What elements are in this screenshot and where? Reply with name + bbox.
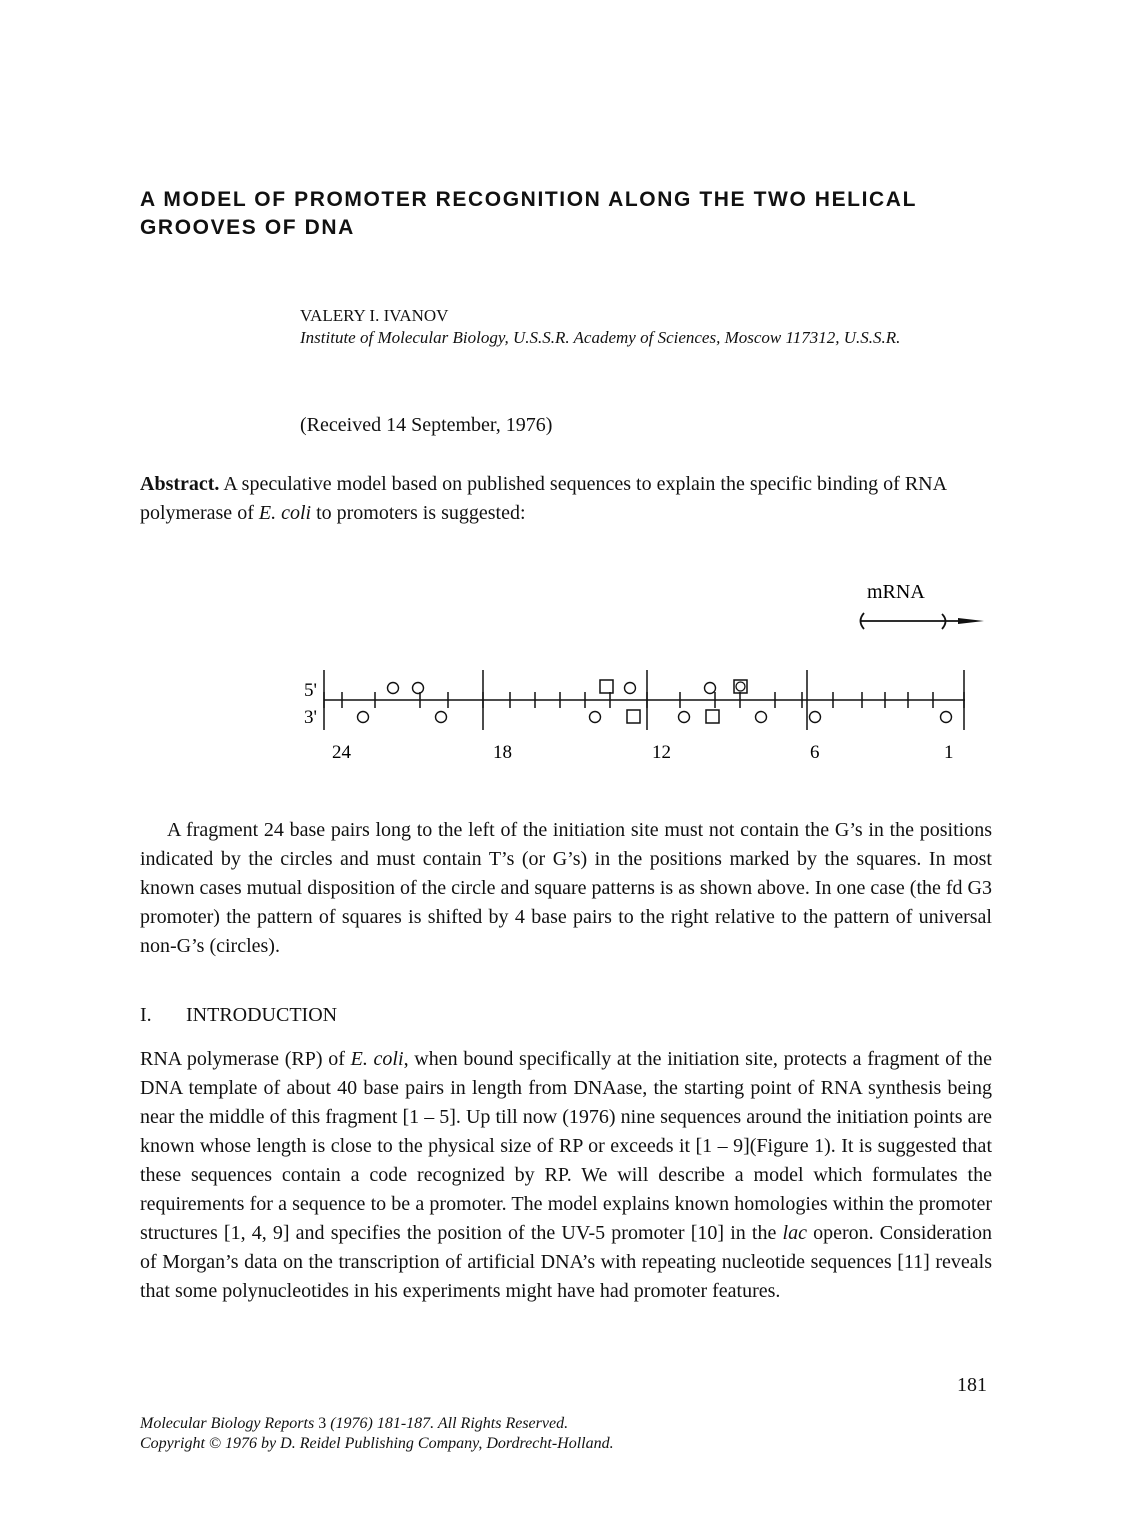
square-marker-icon <box>627 710 640 723</box>
page-footer <box>140 1414 614 1454</box>
abstract-text-before: A speculative model based on published sequences to explain the specific binding of RNA polymerase of <box>140 473 946 524</box>
promoter-diagram <box>290 570 990 795</box>
circle-marker-icon <box>941 712 952 723</box>
circle-marker-icon <box>756 712 767 723</box>
section-title: INTRODUCTION <box>186 1004 338 1026</box>
page-number: 181 <box>957 1374 987 1396</box>
abstract-organism: E. coli <box>258 502 312 524</box>
square-marker-icon <box>600 680 613 693</box>
footer-journal: Molecular Biology Reports <box>140 1415 315 1432</box>
position-label-6: 6 <box>810 742 820 763</box>
section-number: I. <box>140 1004 152 1026</box>
intro-text-2: , when bound specifically at the initiation site, protects a fragment of the DNA template of about 40 base pairs in length from DNAase, the starting point of RNA synthesis being near the middle of this fragment [1 – 5]. Up till now (1976) nine sequences around the initiation points are known whose length is close to the physical size of RP or exceeds it [1 – 9](Figure 1). It is suggested that these sequences contain a code recognized by RP. We will describe a model which formulates the requirements for a sequence to be a promoter. The model explains known homologies within the promoter structures [1, 4, 9] and specifies the position of the UV-5 promoter [10] in the <box>140 1048 992 1244</box>
promoter-model-figure <box>290 570 990 800</box>
received-date: (Received 14 September, 1976) <box>300 414 553 436</box>
position-label-18: 18 <box>493 742 512 763</box>
circle-marker-icon <box>625 683 636 694</box>
footer-citation <box>140 1414 614 1434</box>
intro-operon: lac <box>782 1222 807 1244</box>
position-label-24: 24 <box>332 742 351 763</box>
circle-marker-icon <box>590 712 601 723</box>
author-affiliation: Institute of Molecular Biology, U.S.S.R. Academy of Sciences, Moscow 117312, U.S.S.R. <box>300 328 901 347</box>
footer-copyright: Copyright © 1976 by D. Reidel Publishing Company, Dordrecht-Holland. <box>140 1435 614 1452</box>
footer-citation-text: (1976) 181-187. All Rights Reserved. <box>330 1415 569 1432</box>
strand-label-5prime: 5' <box>304 680 317 701</box>
circle-marker-icon <box>679 712 690 723</box>
circle-in-square-marker-icon <box>736 682 745 691</box>
figure-description: A fragment 24 base pairs long to the left of the initiation site must not contain the G’s in the positions indicated by the circles and must contain T’s (or G’s) in the positions marked by the squares. In most known cases mutual disposition of the circle and square patterns is as shown above. In one case (the fd G3 promoter) the pattern of squares is shifted by 4 base pairs to the right relative to the pattern of universal non-G’s (circles). <box>140 819 992 957</box>
abstract-label: Abstract. <box>140 473 220 495</box>
strand-label-3prime: 3' <box>304 707 317 728</box>
position-label-1: 1 <box>944 742 954 763</box>
circle-marker-icon <box>358 712 369 723</box>
intro-organism: E. coli <box>350 1048 404 1070</box>
abstract <box>140 470 990 528</box>
circle-marker-icon <box>413 683 424 694</box>
footer-volume: 3 <box>318 1415 327 1432</box>
circle-marker-icon <box>810 712 821 723</box>
section-heading <box>140 1004 337 1027</box>
author-name: VALERY I. IVANOV <box>300 306 449 325</box>
intro-text-1: RNA polymerase (RP) of <box>140 1048 351 1070</box>
mrna-arrow-icon <box>860 613 984 629</box>
circle-marker-icon <box>705 683 716 694</box>
mrna-label: mRNA <box>867 581 925 603</box>
intro-text-3: operon. Consideration of Morgan’s data on the transcription of artificial DNA’s with repeating nucleotide sequences [11] reveals that some polynucleotides in his experiments might have had promoter features. <box>140 1222 993 1302</box>
square-marker-icon <box>706 710 719 723</box>
abstract-text-after: to promoters is suggested: <box>311 502 526 524</box>
circle-marker-icon <box>388 683 399 694</box>
position-label-12: 12 <box>652 742 671 763</box>
introduction-paragraph <box>140 1045 992 1306</box>
circle-marker-icon <box>436 712 447 723</box>
paper-title: A MODEL OF PROMOTER RECOGNITION ALONG THE TWO HELICAL GROOVES OF DNA <box>140 188 917 239</box>
